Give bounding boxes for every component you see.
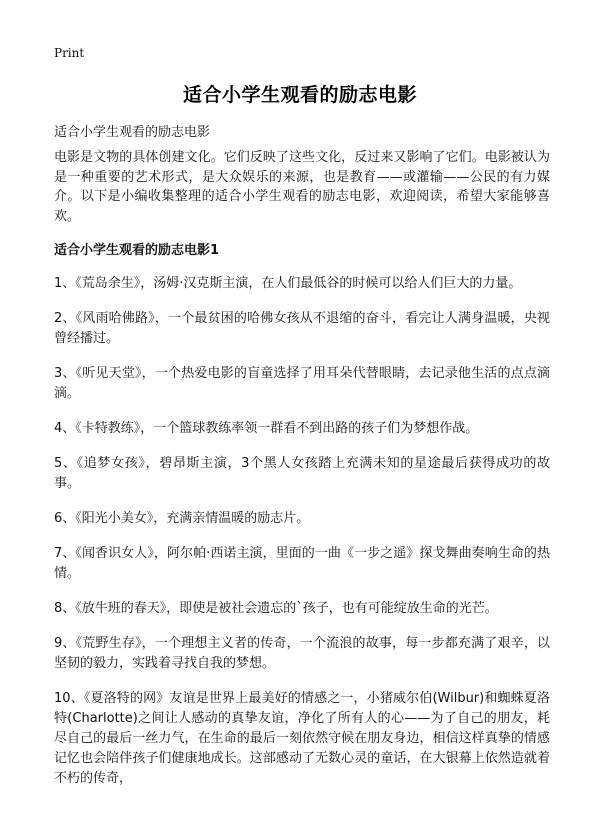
page-title: 适合小学生观看的励志电影 [182, 84, 417, 106]
list-item: 5、《追梦女孩》，碧昂斯主演，3个黑人女孩踏上充满未知的星途最后获得成功的故事。 [54, 456, 550, 491]
print-link[interactable]: Print [54, 46, 85, 60]
list-item: 6、《阳光小美女》，充满亲情温暖的励志片。 [54, 511, 310, 526]
article-body [54, 148, 550, 804]
list-item: 9、《荒野生存》，一个理想主义者的传奇，一个流浪的故事，每一步都充满了艰辛，以坚韧的毅力，实践着寻找自我的梦想。 [54, 636, 550, 671]
document-subtitle: 适合小学生观看的励志电影 [54, 125, 211, 140]
list-item: 4、《卡特教练》，一个篮球教练率领一群看不到出路的孩子们为梦想作战。 [54, 421, 479, 436]
list-item: 3、《听见天堂》，一个热爱电影的盲童选择了用耳朵代替眼睛，去记录他生活的点点滴滴。 [54, 366, 550, 401]
list-item: 10、《夏洛特的网》友谊是世界上最美好的情感之一，小猪威尔伯(Wilbur)和蜘蛛夏洛特(Charlotte)之间让人感动的真挚友谊，净化了所有人的心——为了自己的朋友，耗尽自己的最后一丝力气，在生命的最后一刻依然守候在朋友身边，相信这样真挚的情感记忆也会陪伴孩子们健康地成长。这部感动了无数心灵的童话，在大银幕上依然造就着不朽的传奇， [54, 691, 550, 786]
list-item: 2、《风雨哈佛路》，一个最贫困的哈佛女孩从不退缩的奋斗，看完让人满身温暖，央视曾经播过。 [54, 311, 550, 346]
list-item: 7、《闻香识女人》，阿尔帕·西诺主演，里面的一曲《一步之遥》探戈舞曲奏响生命的热情。 [54, 546, 550, 581]
list-item: 8、《放牛班的春天》，即使是被社会遗忘的`孩子，也有可能绽放生命的光芒。 [54, 601, 498, 616]
intro-paragraph: 电影是文物的具体创建文化。它们反映了这些文化，反过来又影响了它们。电影被认为是一种重要的艺术形式，是大众娱乐的来源，也是教育——或灌输——公民的有力媒介。以下是小编收集整理的适合小学生观看的励志电影，欢迎阅读，希望大家能够喜欢。 [54, 150, 550, 224]
list-item: 1、《荒岛余生》，汤姆·汉克斯主演，在人们最低谷的时候可以给人们巨大的力量。 [54, 276, 522, 291]
section-heading: 适合小学生观看的励志电影1 [54, 243, 220, 258]
